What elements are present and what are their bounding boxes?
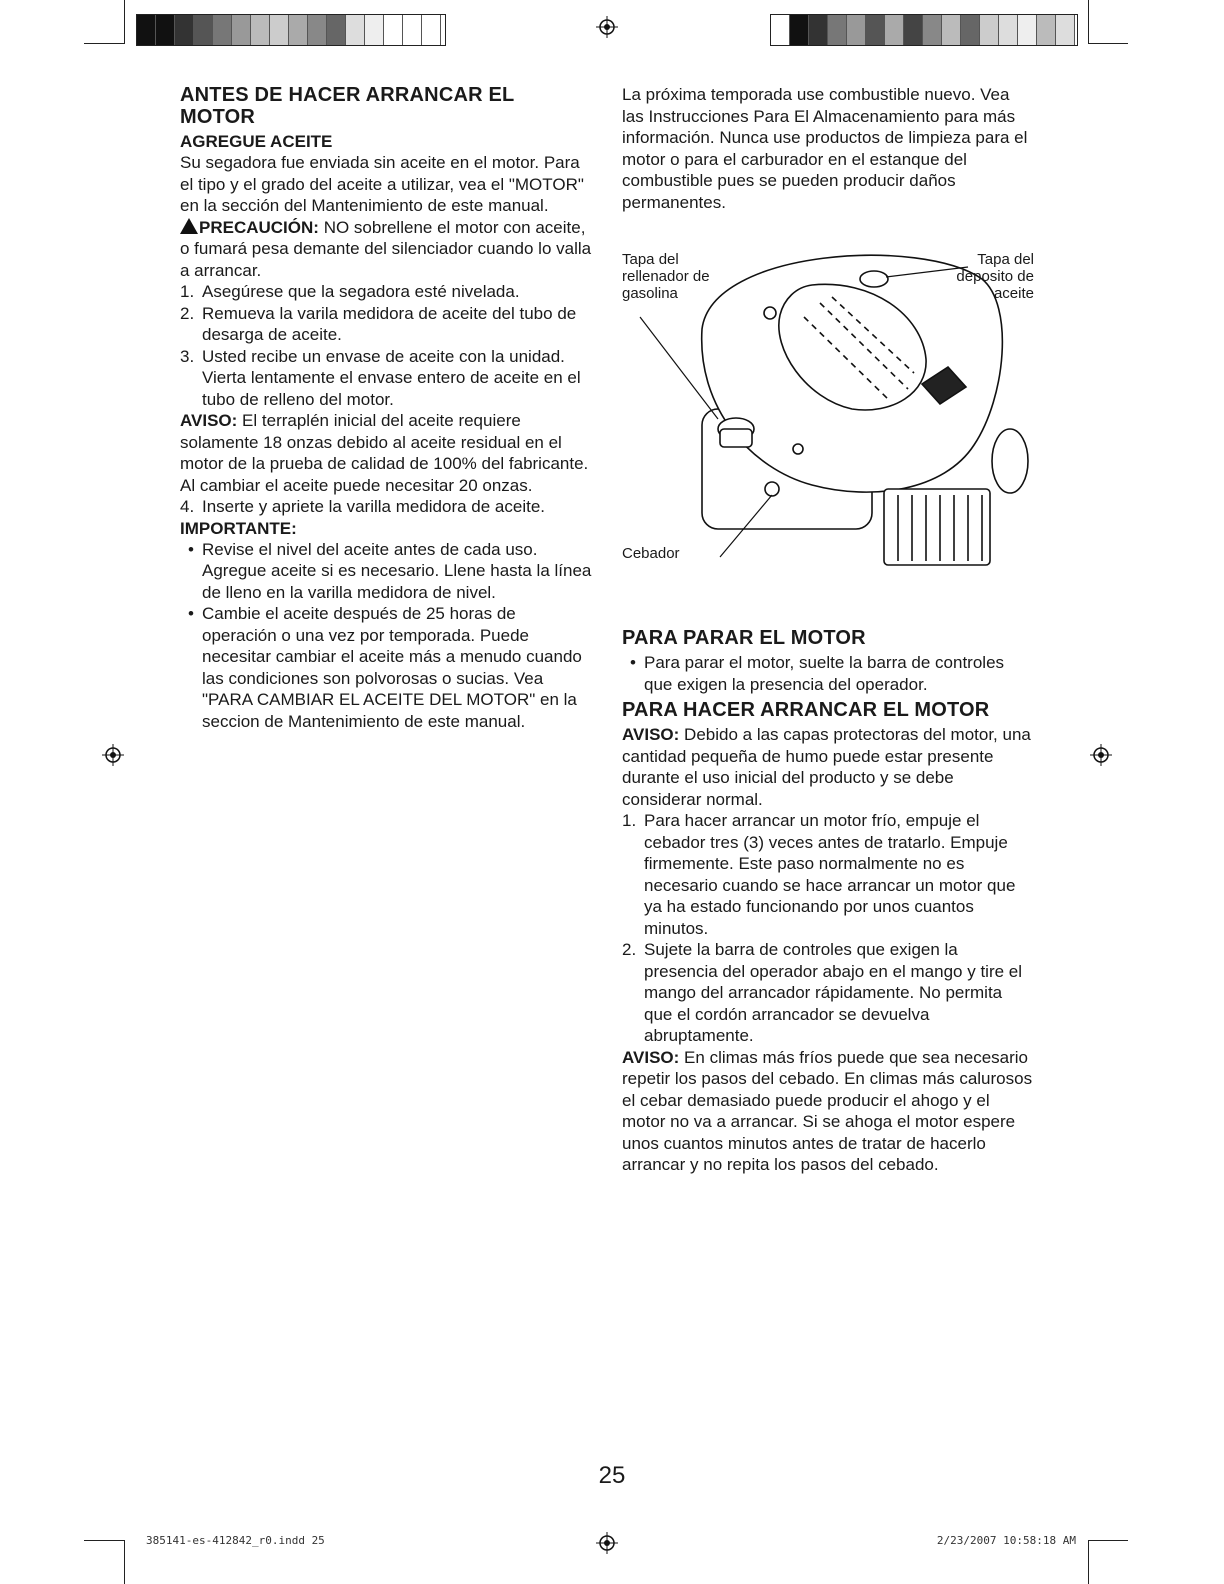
bullet-text: Cambie el aceite después de 25 horas de operación o una vez por temporada. Puede necesitar cambiar el aceite más a menudo cuando las condiciones son polvorosas o sucias. Vea "PARA CAMBIAR EL ACEITE DEL MOTOR" en la seccion de Mantenimiento de este manual. [202, 604, 582, 731]
crop-mark [84, 43, 124, 44]
page-number: 25 [598, 1462, 626, 1489]
left-column [180, 84, 592, 732]
registration-bar-left [136, 14, 446, 46]
storage-paragraph: La próxima temporada use combustible nuevo. Vea las Instrucciones Para El Almacenamiento para más información. Nunca use productos de limpieza para el motor o para el carburador en el estanque del combustible pues se pueden producir daños permanentes. [622, 85, 1028, 212]
step-text: Inserte y apriete la varilla medidora de aceite. [202, 497, 546, 516]
crop-mark [1088, 1540, 1089, 1584]
crop-mark [124, 0, 125, 44]
step-text: Usted recibe un envase de aceite con la unidad. Vierta lentamente el envase entero de aceite en el tubo de relleno del motor. [202, 346, 581, 409]
step-text: Asegúrese que la segadora esté nivelada. [202, 282, 520, 301]
registration-target-icon [1090, 744, 1112, 766]
caution-text: NO sobrellene el motor con aceite, o fumará pesa demante del silenciador cuando lo valla a arrancar. [180, 217, 592, 280]
step-number: 1. [180, 282, 195, 301]
oil-intro-paragraph: Su segadora fue enviada sin aceite en el motor. Para el tipo y el grado del aceite a utilizar, vea el "MOTOR" en la sección del Mantenimiento de este manual. [180, 153, 584, 215]
aviso-text: El terraplén inicial del aceite requiere solamente 18 onzas debido al aceite residual en el motor de la prueba de calidad de 100% del fabricante. Al cambiar el aceite puede necesitar 20 onzas. [180, 411, 589, 495]
crop-mark [1088, 1540, 1128, 1541]
step-text: Para hacer arrancar un motor frío, empuje el cebador tres (3) veces antes de tratarlo. Empuje firmemente. Este paso normalmente no es necesario cuando se hace arrancar un motor que ya ha estado funcionando por unos cuantos minutos. [644, 811, 1016, 938]
subheading-add-oil: AGREGUE ACEITE [180, 132, 333, 151]
crop-mark [124, 1540, 125, 1584]
label-primer: Cebador [622, 545, 680, 562]
start-steps-list [622, 810, 1034, 1047]
list-item [622, 652, 1034, 695]
step-number: 2. [622, 940, 637, 959]
oil-steps-list [180, 281, 592, 410]
list-item [622, 939, 1034, 1047]
aviso-text: Debido a las capas protectoras del motor, una cantidad pequeña de humo puede estar presente durante el uso inicial del producto y se debe considerar normal. [622, 725, 1031, 809]
aviso-label: AVISO: [180, 411, 238, 430]
list-item [180, 281, 592, 303]
aviso-label: AVISO: [622, 725, 680, 744]
bullet: • [188, 539, 194, 559]
footer-filename: 385141-es-412842_r0.indd 25 [146, 1534, 325, 1547]
crop-mark [1088, 0, 1089, 44]
start-aviso [622, 724, 1034, 810]
aviso-text: En climas más fríos puede que sea necesario repetir los pasos del cebado. En climas más calurosos el cebar demasiado puede producir el ahogo y el motor no va a arrancar. Si se ahoga el motor espere unos cuantos minutos antes de tratar de hacerlo arrancar y no repita los pasos del cebado. [622, 1047, 1033, 1174]
list-item [180, 346, 592, 411]
bullet: • [188, 604, 194, 623]
important-bullets [180, 539, 592, 733]
stop-bullets [622, 652, 1034, 695]
oil-aviso [180, 410, 592, 496]
section-title-start-engine: PARA HACER ARRANCAR EL MOTOR [622, 699, 990, 721]
oil-caution [180, 217, 592, 282]
registration-target-icon [596, 16, 618, 38]
bullet: • [630, 653, 636, 672]
engine-diagram [622, 239, 1034, 607]
list-item [622, 810, 1034, 939]
registration-target-icon [596, 1532, 618, 1554]
subheading-important: IMPORTANTE: [180, 518, 297, 538]
step-number: 3. [180, 346, 195, 366]
warning-triangle-icon [180, 218, 198, 234]
crop-mark [1088, 43, 1128, 44]
list-item [180, 539, 592, 604]
list-item [180, 496, 592, 518]
label-oil-cap: Tapa del deposito de aceite [956, 251, 1034, 302]
registration-bar-right [770, 14, 1078, 46]
step-text: Remueva la varila medidora de aceite del tubo de desarga de aceite. [202, 303, 577, 344]
oil-step-4-list [180, 496, 592, 518]
aviso-label: AVISO: [622, 1047, 680, 1067]
right-column [622, 84, 1034, 1176]
step-number: 4. [180, 497, 195, 516]
step-text: Sujete la barra de controles que exigen la presencia del operador abajo en el mango y tire el mango del arrancador rápidamente. No permita que el cordón arrancador se devuelva abruptamente. [644, 940, 1023, 1045]
label-fuel-cap: Tapa del rellenador de gasolina [622, 251, 710, 302]
bullet-text: Para parar el motor, suelte la barra de controles que exigen la presencia del operador. [644, 653, 1005, 694]
step-number: 2. [180, 303, 195, 323]
list-item [180, 303, 592, 346]
registration-target-icon [102, 744, 124, 766]
footer-timestamp: 2/23/2007 10:58:18 AM [936, 1534, 1076, 1547]
start-aviso-2 [622, 1047, 1034, 1176]
step-number: 1. [622, 811, 637, 830]
list-item [180, 603, 592, 732]
section-title-stop-engine: PARA PARAR EL MOTOR [622, 627, 866, 649]
caution-label: PRECAUCIÓN: [199, 217, 319, 237]
section-title-before-starting: ANTES DE HACER ARRANCAR EL MOTOR [180, 84, 515, 128]
crop-mark [84, 1540, 124, 1541]
bullet-text: Revise el nivel del aceite antes de cada uso. Agregue aceite si es necesario. Llene hasta la línea de lleno en la varilla medidora de nivel. [202, 539, 592, 602]
